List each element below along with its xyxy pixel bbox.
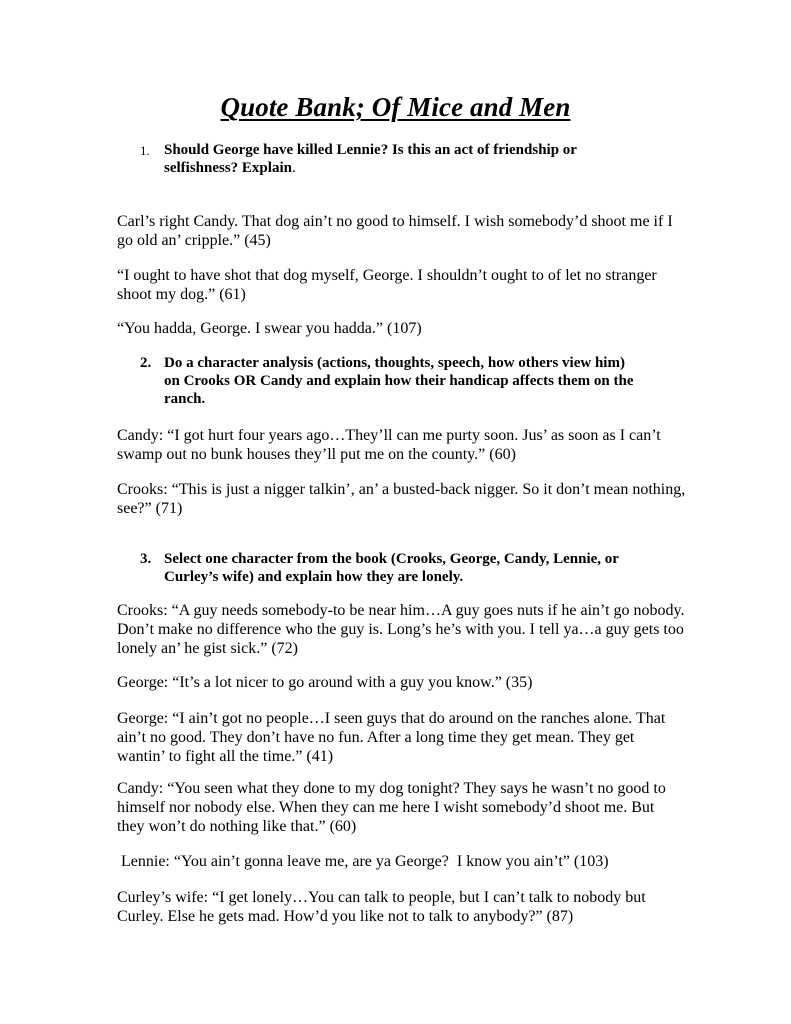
quote-line: shoot my dog.” (61) bbox=[117, 286, 246, 303]
question-text bbox=[164, 141, 680, 177]
quote-line: Curley’s wife: “I get lonely…You can talk to people, but I can’t talk to nobody but bbox=[117, 889, 646, 906]
quote-line: George: “I ain’t got no people…I seen guys that do around on the ranches alone. That bbox=[117, 710, 666, 727]
question-line: Do a character analysis (actions, thoughts, speech, how others view him) bbox=[164, 355, 625, 371]
quote-paragraph bbox=[117, 601, 689, 658]
quote-line: “I ought to have shot that dog myself, George. I shouldn’t ought to of let no stranger bbox=[117, 267, 657, 284]
quote-line: see?” (71) bbox=[117, 500, 183, 517]
quote-paragraph bbox=[117, 426, 689, 464]
quote-paragraph bbox=[117, 779, 689, 836]
question-text bbox=[164, 550, 680, 586]
quote-line: Candy: “I got hurt four years ago…They’ll can me purty soon. Jus’ as soon as I can’t bbox=[117, 427, 661, 444]
question-number: 2. bbox=[140, 355, 152, 371]
question-line: ranch. bbox=[164, 391, 206, 407]
question-1 bbox=[140, 141, 680, 177]
quote-paragraph bbox=[117, 212, 689, 250]
question-line: Select one character from the book (Crooks, George, Candy, Lennie, or bbox=[164, 551, 619, 567]
quote-paragraph bbox=[117, 709, 689, 766]
quote-line: go old an’ cripple.” (45) bbox=[117, 232, 271, 249]
quote-paragraph bbox=[117, 266, 689, 304]
quote-line: himself nor nobody else. When they can me here I wisht somebody’d shoot me. But bbox=[117, 799, 655, 816]
quote-line: Don’t make no difference who the guy is. Long’s he’s with you. I tell ya…a guy gets too bbox=[117, 621, 684, 638]
question-line: selfishness? Explain bbox=[164, 160, 292, 176]
quote-line: Curley. Else he gets mad. How’d you like not to talk to anybody?” (87) bbox=[117, 908, 574, 925]
question-line: on Crooks OR Candy and explain how their handicap affects them on the bbox=[164, 373, 634, 389]
question-3 bbox=[140, 550, 680, 586]
quote-paragraph bbox=[117, 852, 689, 871]
quote-line: ain’t no good. They don’t have no fun. After a long time they get mean. They get bbox=[117, 729, 635, 746]
question-line: Curley’s wife) and explain how they are lonely. bbox=[164, 569, 464, 585]
quote-line: Lennie: “You ain’t gonna leave me, are ya George? I know you ain’t” (103) bbox=[117, 853, 609, 870]
question-line: Should George have killed Lennie? Is this an act of friendship or bbox=[164, 142, 577, 158]
quote-line: Candy: “You seen what they done to my dog tonight? They says he wasn’t no good to bbox=[117, 780, 666, 797]
question-period: . bbox=[291, 160, 296, 176]
question-text bbox=[164, 354, 680, 408]
quote-line: swamp out no bunk houses they’ll put me on the county.” (60) bbox=[117, 446, 516, 463]
quote-line: George: “It’s a lot nicer to go around with a guy you know.” (35) bbox=[117, 674, 533, 691]
quote-line: Crooks: “A guy needs somebody-to be near him…A guy goes nuts if he ain’t go nobody. bbox=[117, 602, 685, 619]
quote-paragraph bbox=[117, 319, 689, 338]
quote-line: “You hadda, George. I swear you hadda.” (107) bbox=[117, 320, 422, 337]
question-number: 3. bbox=[140, 551, 152, 567]
quote-paragraph bbox=[117, 888, 689, 926]
quote-line: Carl’s right Candy. That dog ain’t no good to himself. I wish somebody’d shoot me if I bbox=[117, 213, 673, 230]
quote-line: they won’t do nothing like that.” (60) bbox=[117, 818, 357, 835]
document-title: Quote Bank; Of Mice and Men bbox=[220, 92, 571, 122]
quote-line: wantin’ to fight all the time.” (41) bbox=[117, 748, 334, 765]
question-number: 1. bbox=[140, 143, 150, 158]
question-2 bbox=[140, 354, 680, 408]
quote-line: Crooks: “This is just a nigger talkin’, an’ a busted-back nigger. So it don’t mean nothing, bbox=[117, 481, 686, 498]
quote-line: lonely an’ he gist sick.” (72) bbox=[117, 640, 298, 657]
quote-paragraph bbox=[117, 480, 689, 518]
quote-paragraph bbox=[117, 673, 689, 692]
